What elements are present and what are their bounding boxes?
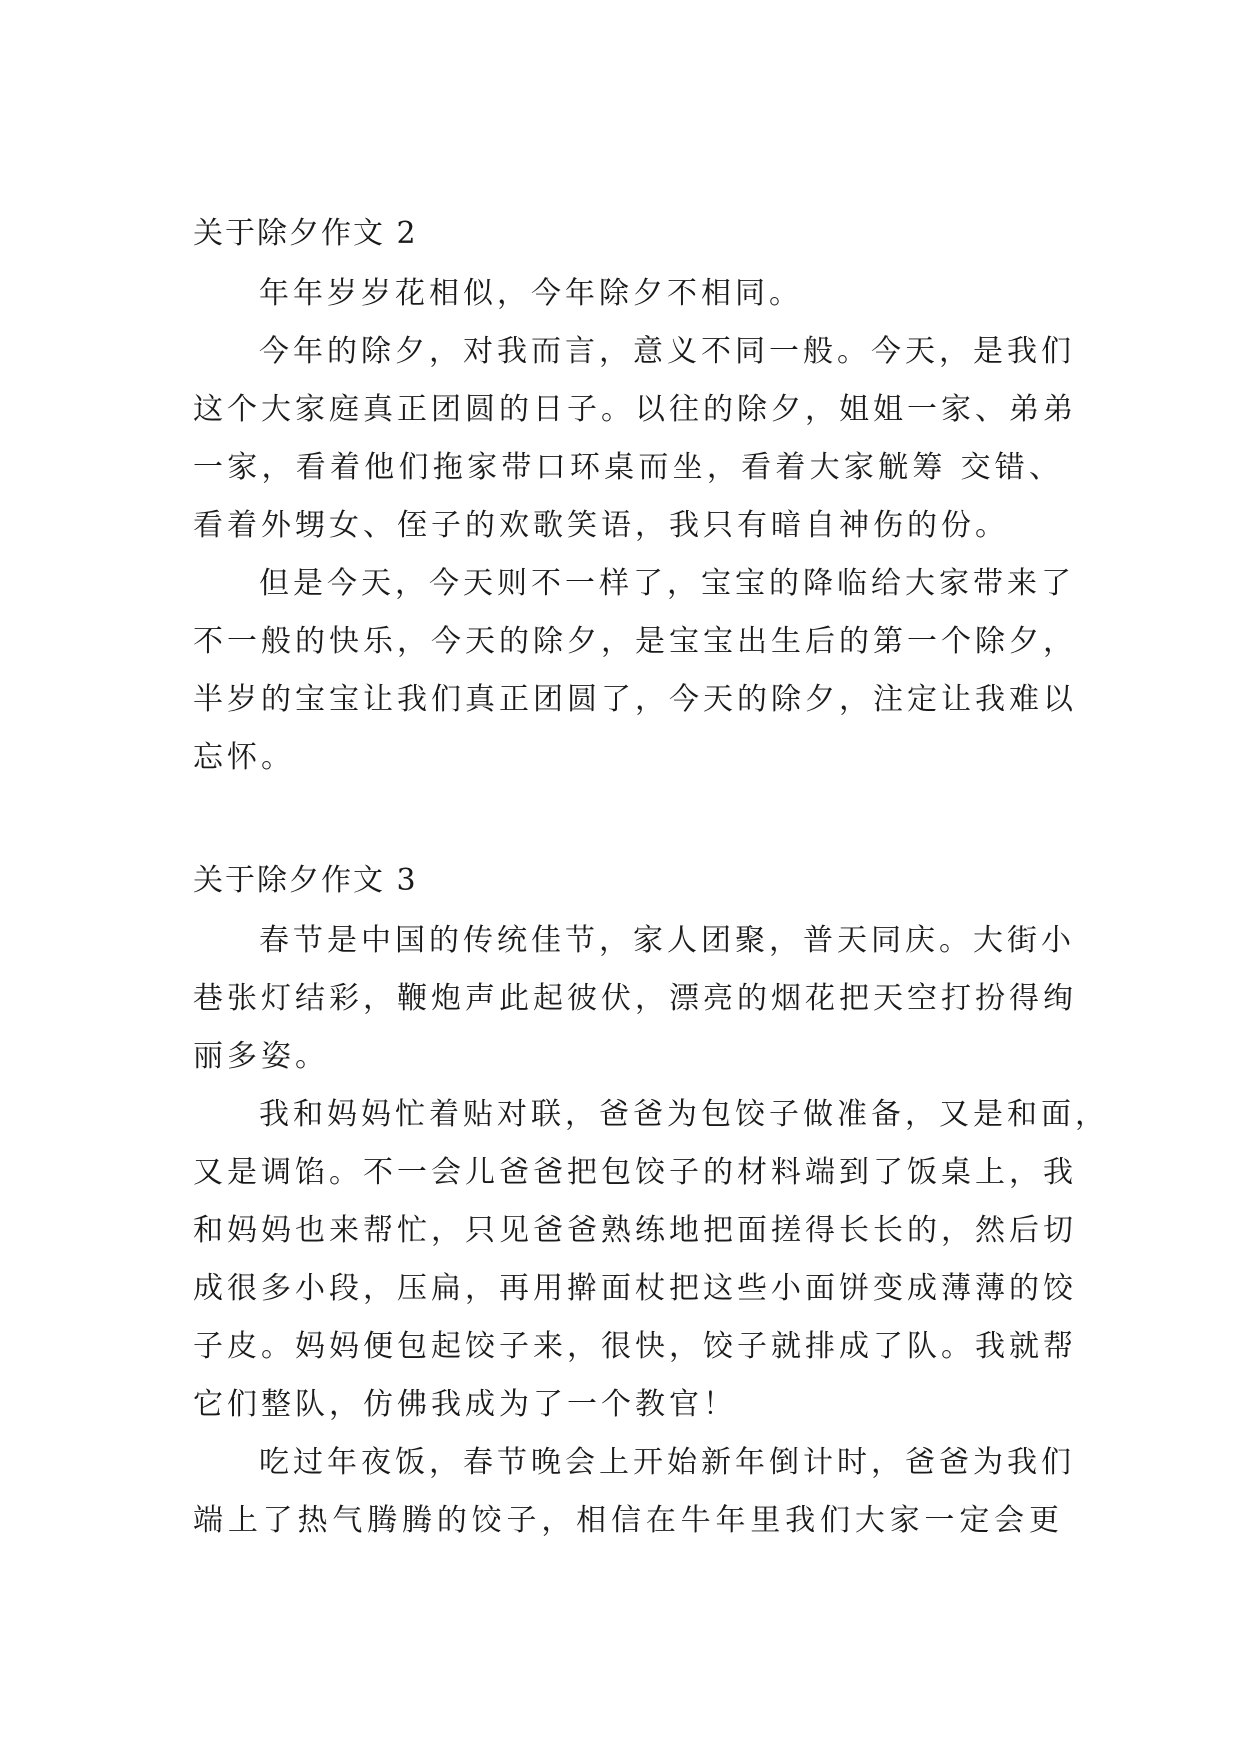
paragraph-line: 看着外甥女、侄子的欢歌笑语，我只有暗自神伤的份。 bbox=[193, 508, 1009, 543]
paragraph-line: 和妈妈也来帮忙，只见爸爸熟练地把面搓得长长的，然后切 bbox=[193, 1213, 1077, 1248]
paragraph-line: 成很多小段，压扁，再用擀面杖把这些小面饼变成薄薄的饺 bbox=[193, 1271, 1077, 1306]
paragraph-line: 吃过年夜饭，春节晚会上开始新年倒计时，爸爸为我们 bbox=[259, 1445, 1075, 1480]
essay-section bbox=[193, 860, 1109, 1550]
paragraph-line: 忘怀。 bbox=[193, 740, 295, 775]
paragraph bbox=[193, 323, 1077, 555]
paragraph-line: 年年岁岁花相似，今年除夕不相同。 bbox=[259, 276, 803, 311]
essay-section bbox=[193, 213, 1077, 787]
paragraph-line: 我和妈妈忙着贴对联，爸爸为包饺子做准备，又是和面， bbox=[259, 1097, 1109, 1132]
paragraph-line: 又是调馅。不一会儿爸爸把包饺子的材料端到了饭桌上，我 bbox=[193, 1155, 1077, 1190]
paragraph-line: 子皮。妈妈便包起饺子来，很快，饺子就排成了队。我就帮 bbox=[193, 1329, 1077, 1364]
essay-title: 关于除夕作文 2 bbox=[193, 216, 418, 251]
paragraph bbox=[193, 265, 1063, 323]
paragraph-line: 今年的除夕，对我而言，意义不同一般。今天，是我们 bbox=[259, 334, 1075, 369]
paragraph bbox=[193, 1434, 1075, 1550]
paragraph-line: 端上了热气腾腾的饺子，相信在牛年里我们大家一定会更 bbox=[193, 1503, 1063, 1538]
paragraph-line: 巷张灯结彩，鞭炮声此起彼伏，漂亮的烟花把天空打扮得绚 bbox=[193, 981, 1077, 1016]
paragraph-line: 春节是中国的传统佳节，家人团聚，普天同庆。大街小 bbox=[259, 923, 1075, 958]
paragraph-line: 不一般的快乐，今天的除夕，是宝宝出生后的第一个除夕， bbox=[193, 624, 1077, 659]
paragraph-line: 它们整队，仿佛我成为了一个教官！ bbox=[193, 1387, 737, 1422]
paragraph bbox=[193, 1086, 1109, 1434]
paragraph bbox=[193, 555, 1077, 787]
paragraph-line: 一家，看着他们拖家带口环桌而坐，看着大家觥筹 交错、 bbox=[193, 450, 1063, 485]
paragraph bbox=[193, 912, 1077, 1086]
paragraph-line: 这个大家庭真正团圆的日子。以往的除夕，姐姐一家、弟弟 bbox=[193, 392, 1077, 427]
essay-title: 关于除夕作文 3 bbox=[193, 863, 418, 898]
paragraph-line: 半岁的宝宝让我们真正团圆了，今天的除夕，注定让我难以 bbox=[193, 682, 1077, 717]
paragraph-line: 丽多姿。 bbox=[193, 1039, 329, 1074]
paragraph-line: 但是今天，今天则不一样了，宝宝的降临给大家带来了 bbox=[259, 566, 1075, 601]
